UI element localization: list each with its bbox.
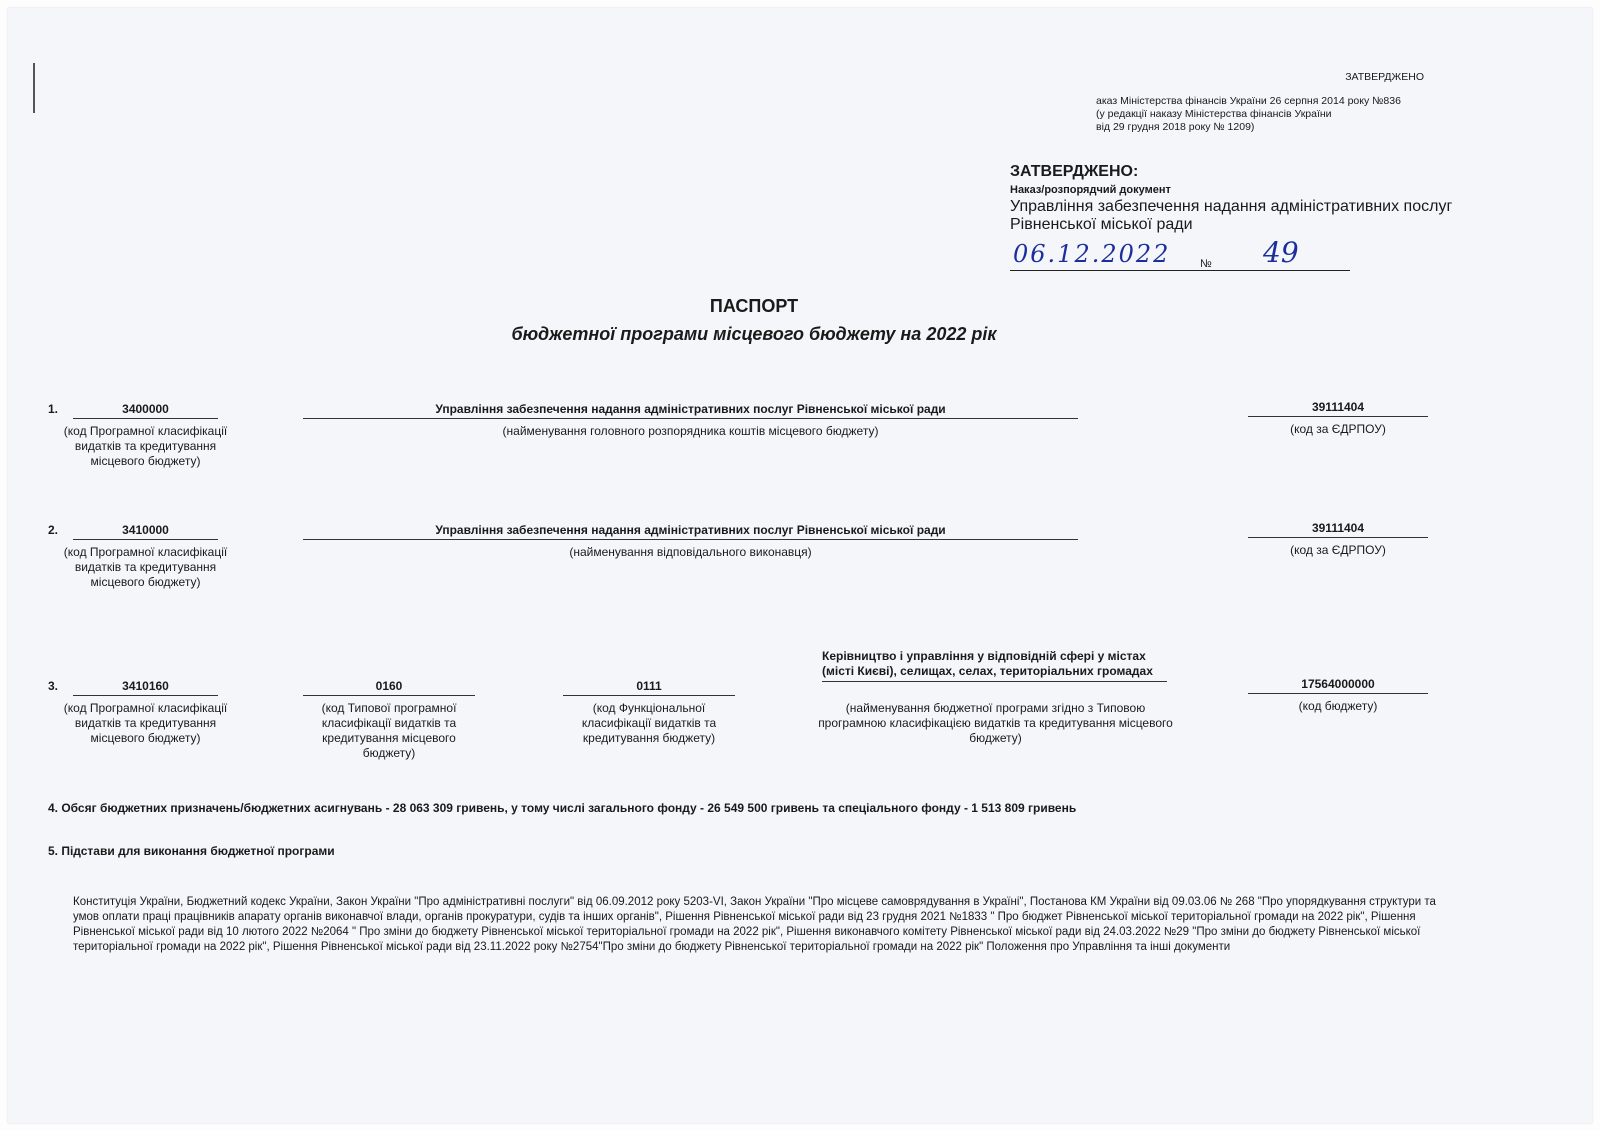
edition-line-1: (у редакції наказу Міністерства фінансів України <box>1096 108 1332 120</box>
order-ref-line: аказ Міністерства фінансів України 26 серпня 2014 року №836 <box>1096 95 1401 107</box>
program-grounds-heading: 5. Підстави для виконання бюджетної програми <box>48 844 335 858</box>
program-code-caption: (код Програмної класифікації видатків та кредитування місцевого бюджету) <box>63 424 228 468</box>
handwritten-date: 06.12.2022 <box>1013 240 1171 268</box>
handwritten-number: 49 <box>1263 236 1299 269</box>
main-manager-caption: (найменування головного розпорядника коштів місцевого бюджету) <box>502 424 879 438</box>
margin-mark <box>33 63 35 113</box>
functional-code-caption: (код Функціональної класифікації видатків та кредитування бюджету) <box>581 701 717 745</box>
main-manager-name: Управління забезпечення надання адміністративних послуг Рівненської міської ради <box>303 402 1078 419</box>
program-code: 3410160 <box>73 679 218 696</box>
executor-caption: (найменування відповідального виконавця) <box>569 545 812 559</box>
program-code-caption: (код Програмної класифікації видатків та кредитування місцевого бюджету) <box>63 545 228 589</box>
program-code-caption: (код Програмної класифікації видатків та кредитування місцевого бюджету) <box>63 701 228 745</box>
budget-code-caption: (код бюджету) <box>1298 699 1378 713</box>
program-name-caption: (найменування бюджетної програми згідно з Типовою програмною класифікацією видатків та кредитування місцевого бюджету) <box>818 701 1173 745</box>
approved-heading: ЗАТВЕРДЖЕНО: <box>1010 163 1139 180</box>
page-subtitle: бюджетної програми місцевого бюджету на 2022 рік <box>511 324 997 344</box>
typical-code-caption: (код Типової програмної класифікації видатків та кредитування місцевого бюджету) <box>321 701 457 760</box>
approving-organization: Управління забезпечення надання адміністративних послуг Рівненської міської ради <box>1010 198 1453 233</box>
edrpou-code: 39111404 <box>1248 521 1428 538</box>
functional-code: 0111 <box>563 679 735 696</box>
executor-name: Управління забезпечення надання адміністративних послуг Рівненської міської ради <box>303 523 1078 540</box>
program-code: 3410000 <box>73 523 218 540</box>
typical-code: 0160 <box>303 679 475 696</box>
item-number: 2. <box>48 523 59 537</box>
budget-code: 17564000000 <box>1248 677 1428 694</box>
order-reference <box>1096 95 1556 134</box>
approved-stamp-small: ЗАТВЕРДЖЕНО <box>1345 71 1424 83</box>
edrpou-caption: (код за ЄДРПОУ) <box>1290 543 1386 557</box>
item-number: 3. <box>48 679 59 693</box>
budget-allocations: 4. Обсяг бюджетних призначень/бюджетних асигнувань - 28 063 309 гривень, у тому числі загального фонду - 26 549 500 гривень та спеціального фонду - 1 513 809 гривень <box>48 801 1077 815</box>
edrpou-code: 39111404 <box>1248 400 1428 417</box>
item-number: 1. <box>48 402 59 416</box>
number-label: № <box>1200 258 1212 270</box>
program-code: 3400000 <box>73 402 218 419</box>
document-page <box>8 8 1592 1123</box>
edrpou-caption: (код за ЄДРПОУ) <box>1290 422 1386 436</box>
program-name: Керівництво і управління у відповідній сфері у містах (місті Києві), селищах, селах, територіальних громадах <box>822 649 1167 682</box>
program-grounds-text: Конституція України, Бюджетний кодекс України, Закон України "Про адміністративні послуги" від 06.09.2012 року 5203-VI, Закон України "Про місцеве самоврядування в Україні", Постанова КМ України від 09.03.06 № 268 "Про упорядкування структури та умов оплати праці працівників апарату органів виконавчої влади, органів прокуратури, судів та інших органів", Рішення Рівненської міської ради від 23 грудня 2021 №1833 " Про бюджет Рівненської міської територіальної громади на 2022 рік", Рішення Рівненської міської ради від 10 лютого 2022 №2064 " Про зміни до бюджету Рівненської міської територіальної громади на 2022 рік", Рішення виконавчого комітету Рівненської міської ради від 24.03.2022 №29 "Про зміни до бюджету Рівненської міської територіальної громади на 2022 рік", Рішення Рівненської міської ради від 23.11.2022 року №2754"Про зміни до бюджету Рівненської територіальної громади на 2022 рік" Положення про Управління та інші документи <box>73 896 1436 953</box>
page-title: ПАСПОРТ <box>709 296 799 316</box>
edition-line-2: від 29 грудня 2018 року № 1209) <box>1096 121 1255 133</box>
document-type: Наказ/розпорядчий документ <box>1010 184 1171 196</box>
